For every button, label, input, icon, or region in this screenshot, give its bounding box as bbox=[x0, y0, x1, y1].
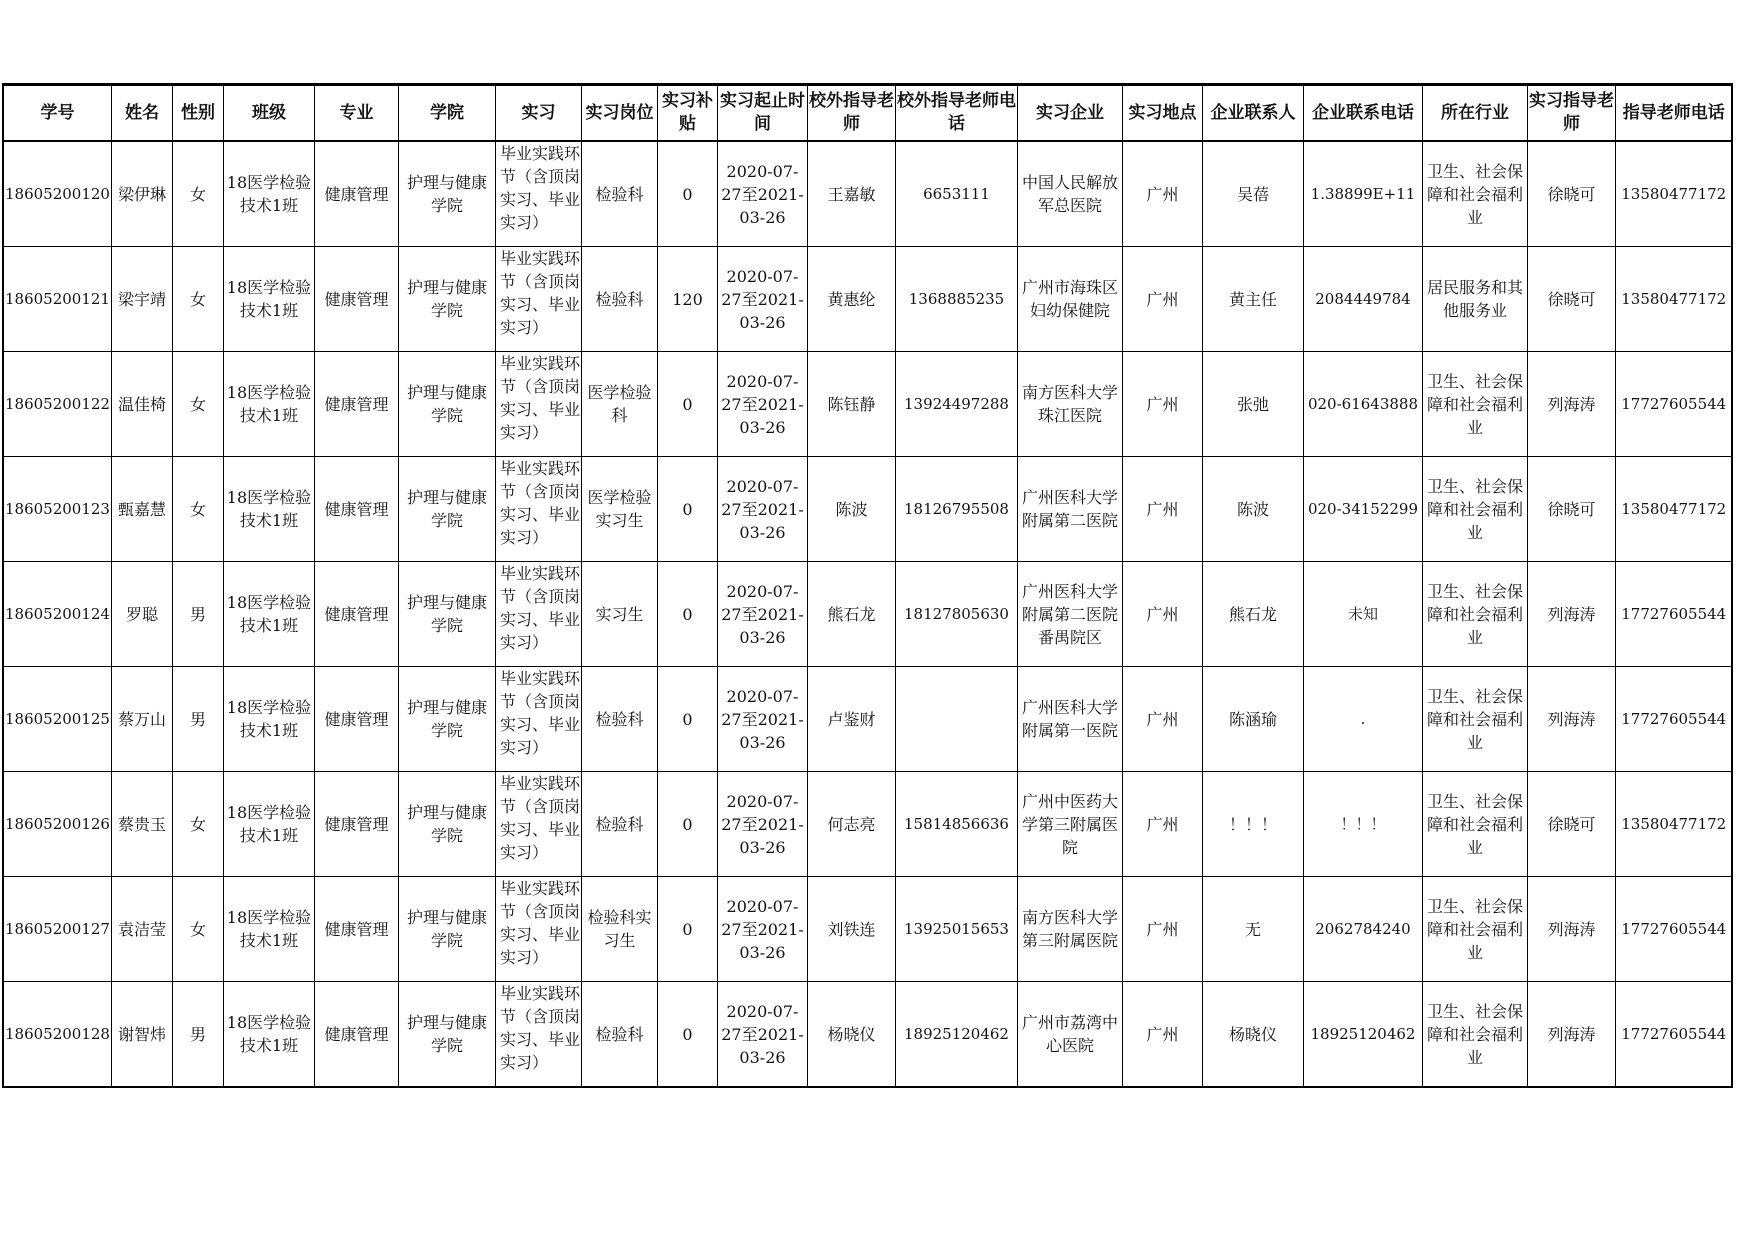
cell-instructor-phone: 13580477172 bbox=[1615, 141, 1732, 247]
cell-internship-type bbox=[495, 352, 581, 457]
cell-internship-type-text: 毕业实践环节（含顶岗实习、毕业实习） bbox=[499, 354, 580, 442]
cell-industry: 卫生、社会保障和社会福利业 bbox=[1422, 352, 1527, 457]
table-row bbox=[3, 877, 1732, 982]
col-class: 班级 bbox=[223, 85, 314, 142]
col-instructor-phone: 指导老师电话 bbox=[1615, 85, 1732, 142]
cell-internship-type-text: 毕业实践环节（含顶岗实习、毕业实习） bbox=[499, 144, 580, 232]
col-company-contact: 企业联系人 bbox=[1202, 85, 1303, 142]
cell-position: 医学检验科 bbox=[581, 352, 657, 457]
cell-company-phone: 2084449784 bbox=[1303, 247, 1422, 352]
cell-subsidy: 0 bbox=[657, 667, 717, 772]
cell-location: 广州 bbox=[1122, 562, 1202, 667]
cell-external-mentor-phone: 18127805630 bbox=[895, 562, 1017, 667]
cell-internship-type bbox=[495, 457, 581, 562]
cell-college: 护理与健康学院 bbox=[398, 772, 495, 877]
cell-student-id: 18605200123 bbox=[3, 457, 111, 562]
cell-external-mentor: 黄惠纶 bbox=[807, 247, 895, 352]
cell-gender: 女 bbox=[172, 141, 223, 247]
col-instructor: 实习指导老师 bbox=[1527, 85, 1615, 142]
cell-company-contact: 陈波 bbox=[1202, 457, 1303, 562]
cell-industry: 居民服务和其他服务业 bbox=[1422, 247, 1527, 352]
cell-subsidy: 0 bbox=[657, 352, 717, 457]
cell-company: 广州市海珠区妇幼保健院 bbox=[1017, 247, 1122, 352]
cell-instructor-phone: 17727605544 bbox=[1615, 562, 1732, 667]
cell-location: 广州 bbox=[1122, 141, 1202, 247]
cell-name: 蔡贵玉 bbox=[111, 772, 172, 877]
cell-name: 梁伊琳 bbox=[111, 141, 172, 247]
cell-name: 谢智炜 bbox=[111, 982, 172, 1088]
cell-location: 广州 bbox=[1122, 457, 1202, 562]
cell-instructor-phone: 17727605544 bbox=[1615, 352, 1732, 457]
col-external-mentor-phone: 校外指导老师电话 bbox=[895, 85, 1017, 142]
cell-major: 健康管理 bbox=[314, 982, 398, 1088]
cell-industry: 卫生、社会保障和社会福利业 bbox=[1422, 667, 1527, 772]
cell-instructor-phone: 17727605544 bbox=[1615, 877, 1732, 982]
cell-subsidy: 0 bbox=[657, 562, 717, 667]
cell-position: 检验科 bbox=[581, 982, 657, 1088]
cell-company-phone: 020-61643888 bbox=[1303, 352, 1422, 457]
cell-position: 检验科 bbox=[581, 247, 657, 352]
cell-company: 广州医科大学附属第二医院番禺院区 bbox=[1017, 562, 1122, 667]
cell-student-id: 18605200126 bbox=[3, 772, 111, 877]
cell-company-contact: 无 bbox=[1202, 877, 1303, 982]
cell-company-phone: . bbox=[1303, 667, 1422, 772]
cell-student-id: 18605200120 bbox=[3, 141, 111, 247]
col-internship: 实习 bbox=[495, 85, 581, 142]
cell-instructor: 列海涛 bbox=[1527, 667, 1615, 772]
cell-period: 2020-07-27至2021-03-26 bbox=[717, 352, 807, 457]
cell-gender: 女 bbox=[172, 247, 223, 352]
cell-student-id: 18605200121 bbox=[3, 247, 111, 352]
cell-industry: 卫生、社会保障和社会福利业 bbox=[1422, 141, 1527, 247]
cell-location: 广州 bbox=[1122, 352, 1202, 457]
cell-period: 2020-07-27至2021-03-26 bbox=[717, 982, 807, 1088]
cell-instructor-phone: 13580477172 bbox=[1615, 247, 1732, 352]
cell-subsidy: 0 bbox=[657, 772, 717, 877]
cell-external-mentor-phone: 18126795508 bbox=[895, 457, 1017, 562]
cell-external-mentor: 杨晓仪 bbox=[807, 982, 895, 1088]
cell-company-contact: 张弛 bbox=[1202, 352, 1303, 457]
cell-external-mentor: 陈钰静 bbox=[807, 352, 895, 457]
cell-name: 梁宇靖 bbox=[111, 247, 172, 352]
cell-industry: 卫生、社会保障和社会福利业 bbox=[1422, 562, 1527, 667]
cell-name: 袁洁莹 bbox=[111, 877, 172, 982]
cell-period: 2020-07-27至2021-03-26 bbox=[717, 457, 807, 562]
cell-company-phone: 020-34152299 bbox=[1303, 457, 1422, 562]
cell-major: 健康管理 bbox=[314, 141, 398, 247]
col-company-phone: 企业联系电话 bbox=[1303, 85, 1422, 142]
cell-external-mentor: 卢鉴财 bbox=[807, 667, 895, 772]
cell-location: 广州 bbox=[1122, 247, 1202, 352]
cell-name: 甄嘉慧 bbox=[111, 457, 172, 562]
cell-company-phone: ！！！ bbox=[1303, 772, 1422, 877]
cell-internship-type bbox=[495, 247, 581, 352]
cell-subsidy: 0 bbox=[657, 457, 717, 562]
cell-internship-type bbox=[495, 772, 581, 877]
cell-position: 实习生 bbox=[581, 562, 657, 667]
col-college: 学院 bbox=[398, 85, 495, 142]
cell-instructor-phone: 17727605544 bbox=[1615, 982, 1732, 1088]
cell-class: 18医学检验技术1班 bbox=[223, 667, 314, 772]
header-row bbox=[3, 85, 1732, 142]
cell-student-id: 18605200124 bbox=[3, 562, 111, 667]
cell-company-phone: 未知 bbox=[1303, 562, 1422, 667]
cell-instructor: 列海涛 bbox=[1527, 877, 1615, 982]
cell-college: 护理与健康学院 bbox=[398, 877, 495, 982]
cell-instructor: 徐晓可 bbox=[1527, 772, 1615, 877]
cell-student-id: 18605200122 bbox=[3, 352, 111, 457]
cell-class: 18医学检验技术1班 bbox=[223, 982, 314, 1088]
cell-gender: 男 bbox=[172, 562, 223, 667]
cell-student-id: 18605200127 bbox=[3, 877, 111, 982]
cell-period: 2020-07-27至2021-03-26 bbox=[717, 667, 807, 772]
col-major: 专业 bbox=[314, 85, 398, 142]
cell-class: 18医学检验技术1班 bbox=[223, 141, 314, 247]
cell-location: 广州 bbox=[1122, 667, 1202, 772]
cell-external-mentor-phone: 13925015653 bbox=[895, 877, 1017, 982]
cell-company-contact: ！！！ bbox=[1202, 772, 1303, 877]
cell-gender: 女 bbox=[172, 457, 223, 562]
cell-position: 检验科 bbox=[581, 667, 657, 772]
cell-major: 健康管理 bbox=[314, 667, 398, 772]
table-row bbox=[3, 667, 1732, 772]
cell-college: 护理与健康学院 bbox=[398, 667, 495, 772]
cell-instructor: 徐晓可 bbox=[1527, 457, 1615, 562]
cell-class: 18医学检验技术1班 bbox=[223, 352, 314, 457]
cell-internship-type-text: 毕业实践环节（含顶岗实习、毕业实习） bbox=[499, 984, 580, 1072]
cell-position: 检验科 bbox=[581, 772, 657, 877]
cell-instructor-phone: 17727605544 bbox=[1615, 667, 1732, 772]
cell-external-mentor: 熊石龙 bbox=[807, 562, 895, 667]
cell-internship-type bbox=[495, 562, 581, 667]
col-industry: 所在行业 bbox=[1422, 85, 1527, 142]
cell-instructor: 列海涛 bbox=[1527, 352, 1615, 457]
cell-subsidy: 0 bbox=[657, 141, 717, 247]
cell-company: 广州市荔湾中心医院 bbox=[1017, 982, 1122, 1088]
cell-period: 2020-07-27至2021-03-26 bbox=[717, 877, 807, 982]
internship-table bbox=[2, 83, 1733, 1088]
cell-major: 健康管理 bbox=[314, 772, 398, 877]
col-name: 姓名 bbox=[111, 85, 172, 142]
cell-class: 18医学检验技术1班 bbox=[223, 877, 314, 982]
cell-major: 健康管理 bbox=[314, 562, 398, 667]
cell-gender: 女 bbox=[172, 877, 223, 982]
cell-internship-type-text: 毕业实践环节（含顶岗实习、毕业实习） bbox=[499, 249, 580, 337]
table-row bbox=[3, 982, 1732, 1088]
cell-industry: 卫生、社会保障和社会福利业 bbox=[1422, 772, 1527, 877]
cell-gender: 女 bbox=[172, 772, 223, 877]
cell-name: 蔡万山 bbox=[111, 667, 172, 772]
cell-company: 广州医科大学附属第二医院 bbox=[1017, 457, 1122, 562]
cell-external-mentor-phone bbox=[895, 667, 1017, 772]
cell-industry: 卫生、社会保障和社会福利业 bbox=[1422, 982, 1527, 1088]
cell-company-contact: 吴蓓 bbox=[1202, 141, 1303, 247]
cell-class: 18医学检验技术1班 bbox=[223, 457, 314, 562]
cell-location: 广州 bbox=[1122, 772, 1202, 877]
table-row bbox=[3, 141, 1732, 247]
cell-internship-type-text: 毕业实践环节（含顶岗实习、毕业实习） bbox=[499, 564, 580, 652]
cell-college: 护理与健康学院 bbox=[398, 352, 495, 457]
cell-college: 护理与健康学院 bbox=[398, 141, 495, 247]
cell-subsidy: 120 bbox=[657, 247, 717, 352]
cell-college: 护理与健康学院 bbox=[398, 457, 495, 562]
table-row bbox=[3, 772, 1732, 877]
cell-internship-type-text: 毕业实践环节（含顶岗实习、毕业实习） bbox=[499, 669, 580, 757]
col-position: 实习岗位 bbox=[581, 85, 657, 142]
table-row bbox=[3, 562, 1732, 667]
cell-company-phone: 2062784240 bbox=[1303, 877, 1422, 982]
cell-external-mentor-phone: 13924497288 bbox=[895, 352, 1017, 457]
cell-instructor-phone: 13580477172 bbox=[1615, 457, 1732, 562]
cell-company-phone: 18925120462 bbox=[1303, 982, 1422, 1088]
cell-internship-type-text: 毕业实践环节（含顶岗实习、毕业实习） bbox=[499, 774, 580, 862]
cell-major: 健康管理 bbox=[314, 877, 398, 982]
cell-external-mentor-phone: 15814856636 bbox=[895, 772, 1017, 877]
cell-industry: 卫生、社会保障和社会福利业 bbox=[1422, 877, 1527, 982]
cell-company-phone: 1.38899E+11 bbox=[1303, 141, 1422, 247]
cell-internship-type-text: 毕业实践环节（含顶岗实习、毕业实习） bbox=[499, 459, 580, 547]
cell-external-mentor: 刘铁连 bbox=[807, 877, 895, 982]
cell-internship-type bbox=[495, 141, 581, 247]
cell-instructor: 徐晓可 bbox=[1527, 141, 1615, 247]
table-body bbox=[3, 141, 1732, 1087]
cell-class: 18医学检验技术1班 bbox=[223, 562, 314, 667]
col-gender: 性别 bbox=[172, 85, 223, 142]
col-subsidy: 实习补贴 bbox=[657, 85, 717, 142]
cell-student-id: 18605200128 bbox=[3, 982, 111, 1088]
cell-period: 2020-07-27至2021-03-26 bbox=[717, 562, 807, 667]
cell-internship-type-text: 毕业实践环节（含顶岗实习、毕业实习） bbox=[499, 879, 580, 967]
cell-college: 护理与健康学院 bbox=[398, 247, 495, 352]
cell-internship-type bbox=[495, 667, 581, 772]
cell-instructor: 列海涛 bbox=[1527, 562, 1615, 667]
col-period: 实习起止时间 bbox=[717, 85, 807, 142]
cell-major: 健康管理 bbox=[314, 457, 398, 562]
cell-internship-type bbox=[495, 877, 581, 982]
cell-external-mentor: 王嘉敏 bbox=[807, 141, 895, 247]
cell-gender: 女 bbox=[172, 352, 223, 457]
cell-subsidy: 0 bbox=[657, 877, 717, 982]
cell-college: 护理与健康学院 bbox=[398, 982, 495, 1088]
table-row bbox=[3, 352, 1732, 457]
cell-position: 医学检验实习生 bbox=[581, 457, 657, 562]
cell-class: 18医学检验技术1班 bbox=[223, 247, 314, 352]
cell-company: 广州医科大学附属第一医院 bbox=[1017, 667, 1122, 772]
cell-subsidy: 0 bbox=[657, 982, 717, 1088]
cell-instructor-phone: 13580477172 bbox=[1615, 772, 1732, 877]
cell-period: 2020-07-27至2021-03-26 bbox=[717, 772, 807, 877]
cell-college: 护理与健康学院 bbox=[398, 562, 495, 667]
table-row bbox=[3, 247, 1732, 352]
cell-company: 中国人民解放军总医院 bbox=[1017, 141, 1122, 247]
cell-external-mentor-phone: 1368885235 bbox=[895, 247, 1017, 352]
table-row bbox=[3, 457, 1732, 562]
cell-industry: 卫生、社会保障和社会福利业 bbox=[1422, 457, 1527, 562]
cell-student-id: 18605200125 bbox=[3, 667, 111, 772]
cell-external-mentor: 陈波 bbox=[807, 457, 895, 562]
col-company: 实习企业 bbox=[1017, 85, 1122, 142]
cell-location: 广州 bbox=[1122, 877, 1202, 982]
cell-instructor: 徐晓可 bbox=[1527, 247, 1615, 352]
cell-company: 广州中医药大学第三附属医院 bbox=[1017, 772, 1122, 877]
col-student-id: 学号 bbox=[3, 85, 111, 142]
cell-company: 南方医科大学第三附属医院 bbox=[1017, 877, 1122, 982]
cell-major: 健康管理 bbox=[314, 352, 398, 457]
cell-period: 2020-07-27至2021-03-26 bbox=[717, 141, 807, 247]
cell-major: 健康管理 bbox=[314, 247, 398, 352]
cell-company: 南方医科大学珠江医院 bbox=[1017, 352, 1122, 457]
cell-external-mentor: 何志亮 bbox=[807, 772, 895, 877]
cell-company-contact: 黄主任 bbox=[1202, 247, 1303, 352]
col-location: 实习地点 bbox=[1122, 85, 1202, 142]
cell-company-contact: 杨晓仪 bbox=[1202, 982, 1303, 1088]
cell-gender: 男 bbox=[172, 667, 223, 772]
cell-position: 检验科 bbox=[581, 141, 657, 247]
cell-location: 广州 bbox=[1122, 982, 1202, 1088]
cell-external-mentor-phone: 18925120462 bbox=[895, 982, 1017, 1088]
cell-internship-type bbox=[495, 982, 581, 1088]
cell-company-contact: 陈涵瑜 bbox=[1202, 667, 1303, 772]
cell-class: 18医学检验技术1班 bbox=[223, 772, 314, 877]
cell-position: 检验科实习生 bbox=[581, 877, 657, 982]
cell-external-mentor-phone: 6653111 bbox=[895, 141, 1017, 247]
cell-instructor: 列海涛 bbox=[1527, 982, 1615, 1088]
cell-name: 温佳椅 bbox=[111, 352, 172, 457]
cell-gender: 男 bbox=[172, 982, 223, 1088]
cell-name: 罗聪 bbox=[111, 562, 172, 667]
col-external-mentor: 校外指导老师 bbox=[807, 85, 895, 142]
cell-company-contact: 熊石龙 bbox=[1202, 562, 1303, 667]
cell-period: 2020-07-27至2021-03-26 bbox=[717, 247, 807, 352]
